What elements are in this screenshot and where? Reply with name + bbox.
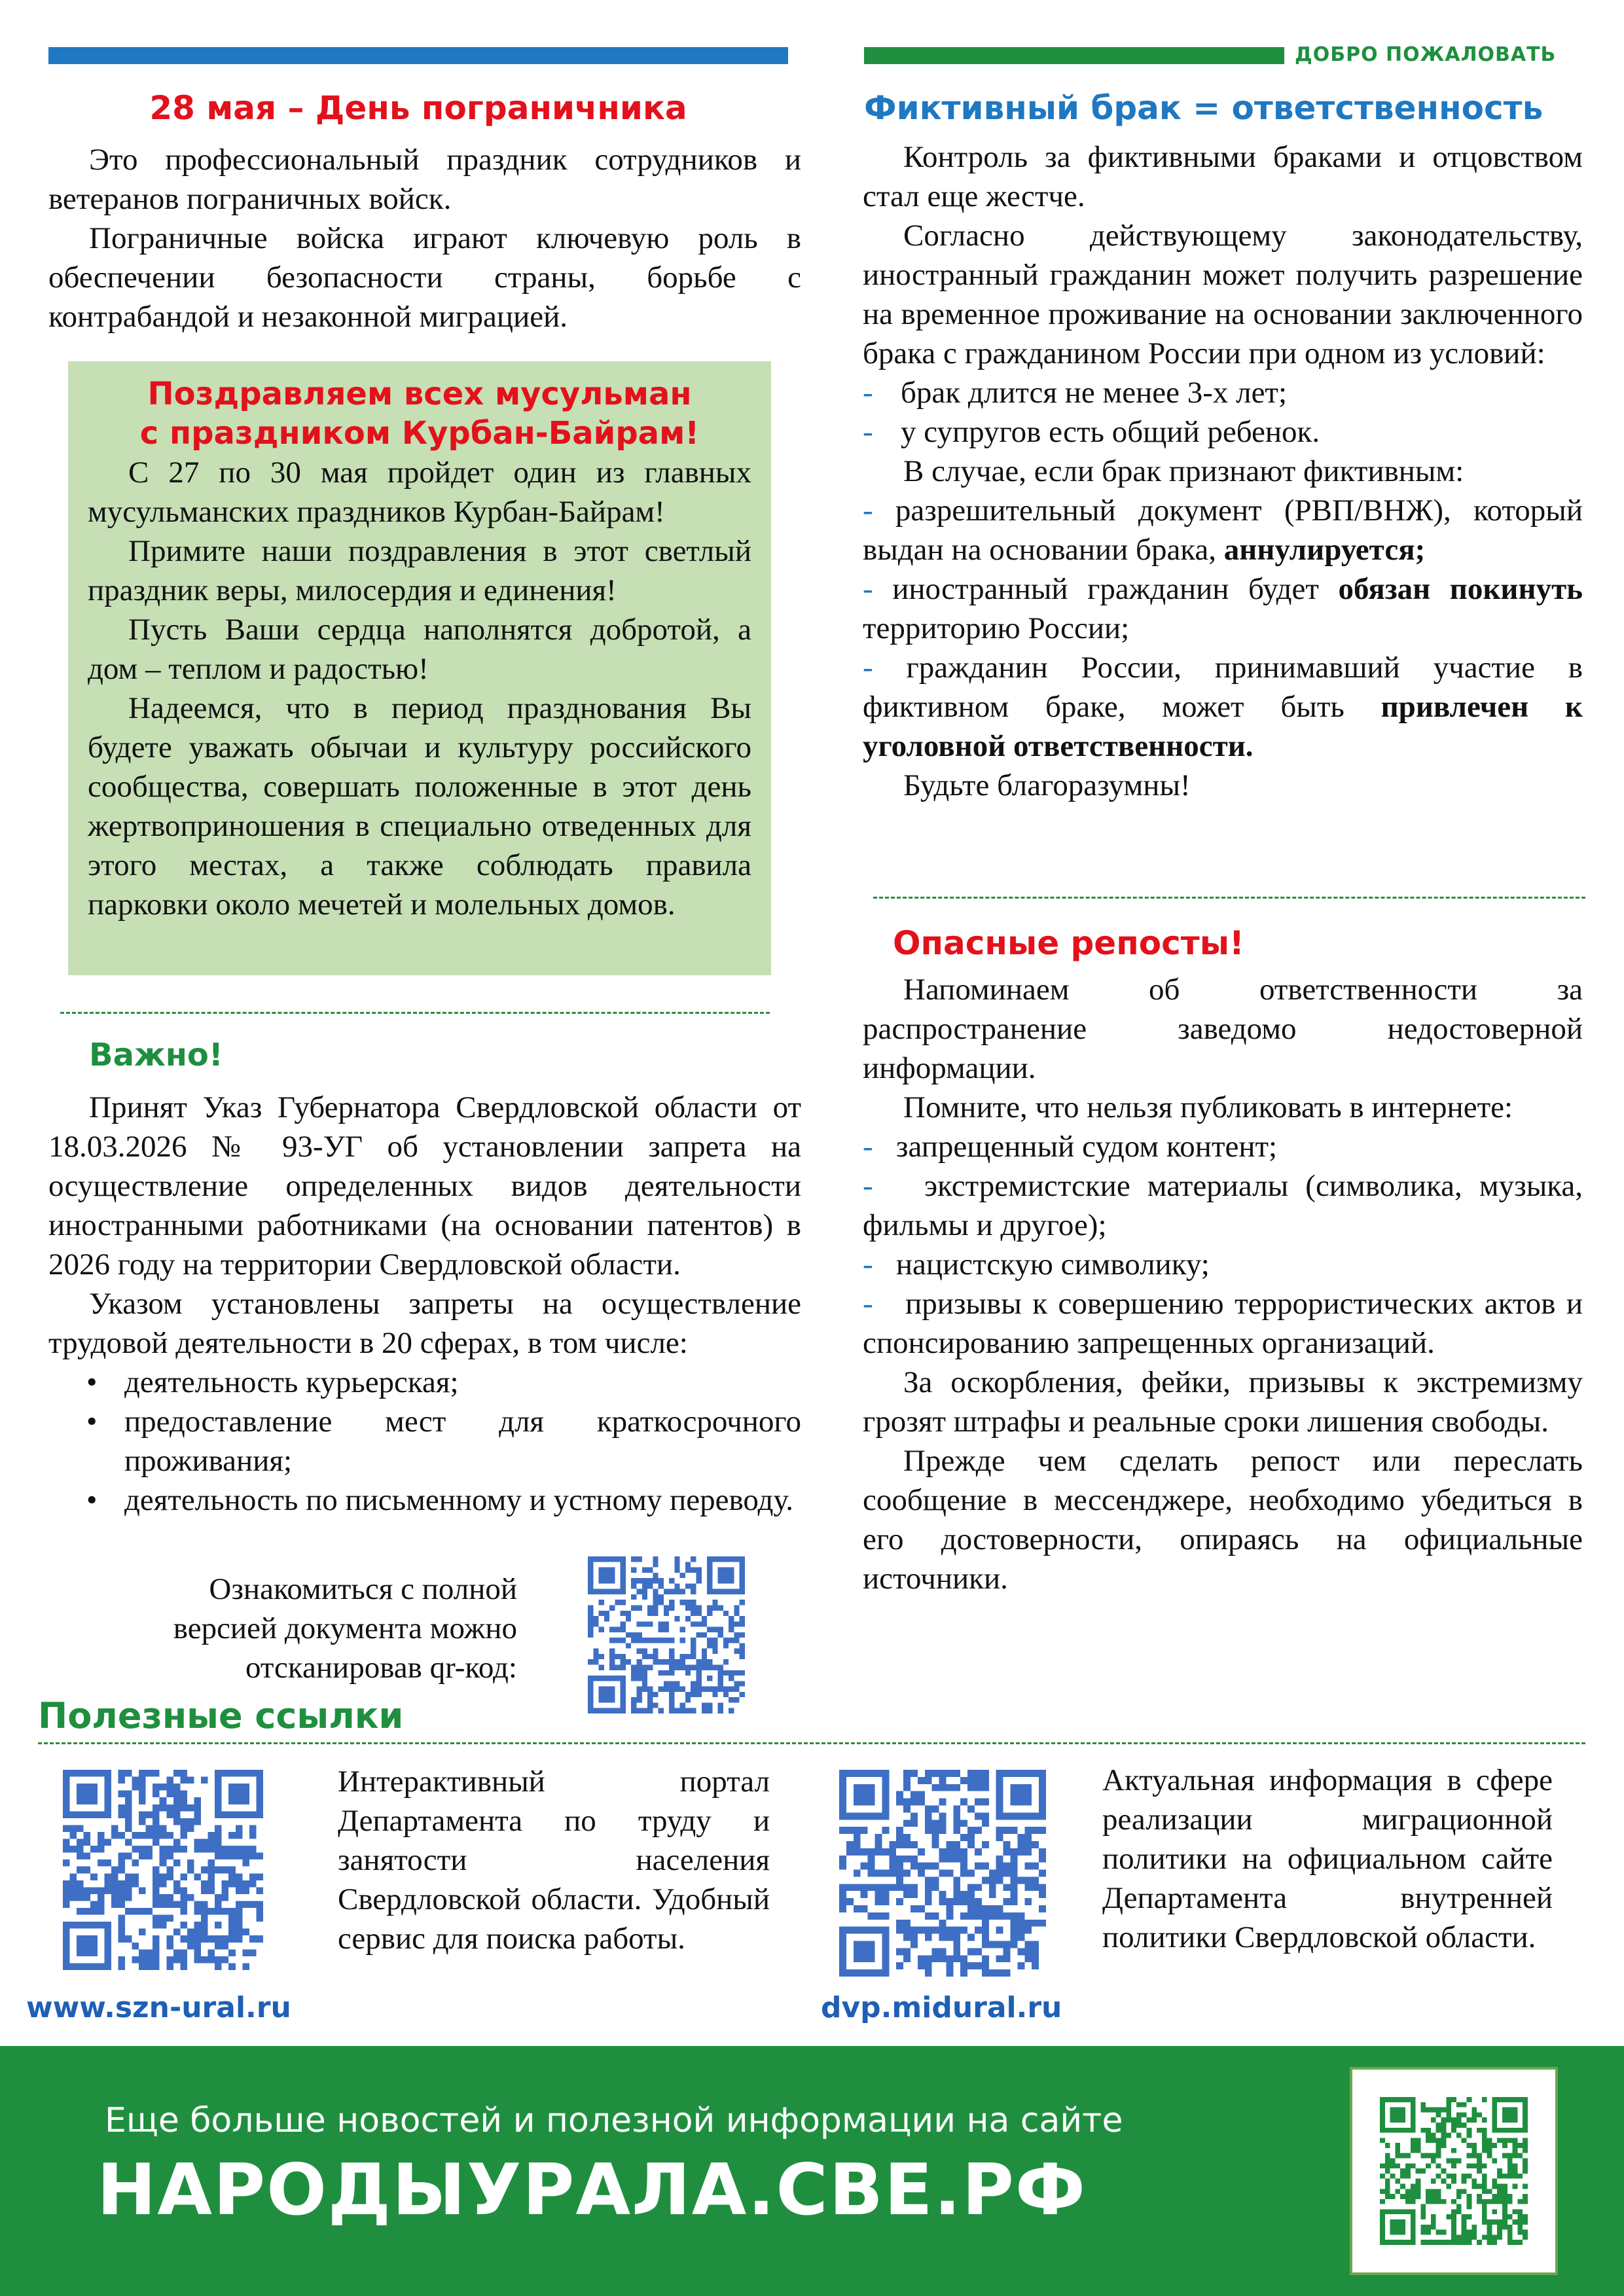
divider-left-1 <box>60 1012 770 1014</box>
fictive-p2: Согласно действующему законодательству, иностранный гражданин может получить разрешение на временное проживание на основании заключенного брака с гражданином России при одном из условий: <box>863 219 1583 370</box>
repost-item-2-text: экстремистские материалы (символика, музыка, фильмы и другое); <box>863 1169 1583 1242</box>
cond-item-2 <box>863 412 1583 452</box>
top-left-blue-bar <box>48 47 788 64</box>
bullet-item-1 <box>86 1363 801 1402</box>
repost-item-1-text: запрещенный судом контент; <box>895 1130 1278 1164</box>
reposts-p3: За оскорбления, фейки, призывы к экстремизму грозят штрафы и реальные сроки лишения свободы. <box>863 1365 1583 1439</box>
reposts-title: Опасные репосты! <box>893 924 1244 962</box>
border-guard-p1: Это профессиональный праздник сотрудников и ветеранов пограничных войск. <box>48 143 801 216</box>
bullet-text-2: предоставление мест для краткосрочного проживания; <box>124 1405 801 1478</box>
kurban-p2: Примите наши поздравления в этот светлый праздник веры, милосердия и единения! <box>88 534 751 607</box>
consequence-3-text: гражданин России, принимавший участие в фиктивном браке, может быть <box>863 651 1583 724</box>
dvp-url-link[interactable]: dvp.midural.ru <box>821 1991 1062 2024</box>
reposts-p2: Помните, что нельзя публиковать в интернете: <box>903 1090 1513 1124</box>
qr-caption-line1: Ознакомиться с полной <box>209 1572 517 1606</box>
fictive-title: Фиктивный брак = ответственность <box>864 89 1543 127</box>
repost-item-1 <box>863 1127 1583 1166</box>
kurban-title-2: с праздником Курбан-Байрам! <box>139 415 700 452</box>
consequence-2-tail: территорию России; <box>863 611 1130 645</box>
qr-code-decree[interactable] <box>588 1556 745 1713</box>
qr-code-dvp[interactable] <box>839 1770 1046 1977</box>
reposts-text <box>863 970 1583 1598</box>
footer-line1: Еще больше новостей и полезной информации на сайте <box>105 2101 1123 2140</box>
consequence-3-bold: привлечен к уголовной ответственности. <box>863 690 1583 763</box>
kurban-title-1: Поздравляем всех мусульман <box>147 376 692 412</box>
cond-text-1: брак длится не менее 3-х лет; <box>901 376 1288 410</box>
important-text <box>48 1088 801 1520</box>
repost-item-4 <box>863 1284 1583 1363</box>
bullet-text-1: деятельность курьерская; <box>124 1365 459 1399</box>
dash-marker: - <box>863 651 873 685</box>
cond-item-1 <box>863 373 1583 412</box>
cond-text-2: у супругов есть общий ребенок. <box>901 415 1320 449</box>
bullet-dot: • <box>86 1483 98 1517</box>
bullet-item-3 <box>86 1480 801 1520</box>
dash-marker: - <box>863 1247 873 1282</box>
szn-url-link[interactable]: www.szn-ural.ru <box>26 1991 291 2024</box>
bullet-dot: • <box>86 1365 98 1399</box>
repost-item-3-text: нацистскую символику; <box>895 1247 1210 1282</box>
dvp-description: Актуальная информация в сфере реализации миграционной политики на официальном сайте Департамента внутренней политики Свердловской области. <box>1102 1763 1553 1954</box>
reposts-p4: Прежде чем сделать репост или переслать сообщение в мессенджере, необходимо убедиться в его достоверности, опираясь на официальные источники. <box>863 1444 1583 1596</box>
dash-marker: - <box>863 415 873 449</box>
fictive-text <box>863 137 1583 805</box>
dash-marker: - <box>863 1169 873 1203</box>
consequence-3 <box>863 648 1583 766</box>
consequence-1-bold: аннулируется; <box>1223 533 1426 567</box>
repost-item-2 <box>863 1166 1583 1245</box>
consequence-1-text: разрешительный документ (РВП/ВНЖ), который выдан на основании брака, <box>863 493 1583 567</box>
divider-right-1 <box>873 897 1585 899</box>
bullet-dot: • <box>86 1405 98 1439</box>
footer-site[interactable]: НАРОДЫУРАЛА.СВЕ.РФ <box>97 2149 1087 2231</box>
bullet-text-3: деятельность по письменному и устному переводу. <box>124 1483 793 1517</box>
kurban-p1: С 27 по 30 мая пройдет один из главных мусульманских праздников Курбан-Байрам! <box>88 456 751 529</box>
consequence-2-bold: обязан покинуть <box>1338 572 1583 606</box>
repost-item-3 <box>863 1245 1583 1284</box>
fictive-p3: В случае, если брак признают фиктивным: <box>903 454 1464 488</box>
fictive-p4: Будьте благоразумны! <box>903 768 1191 802</box>
qr-caption-line2: версией документа можно <box>173 1611 517 1645</box>
welcome-label: ДОБРО ПОЖАЛОВАТЬ <box>1295 43 1557 66</box>
dash-marker: - <box>863 376 873 410</box>
border-guard-p2: Пограничные войска играют ключевую роль в обеспечении безопасности страны, борьбе с контрабандой и незаконной миграцией. <box>48 221 801 334</box>
dash-marker: - <box>863 572 873 606</box>
border-guard-text <box>48 140 801 336</box>
important-p2: Указом установлены запреты на осуществление трудовой деятельности в 20 сферах, в том числе: <box>48 1287 801 1360</box>
links-title: Полезные ссылки <box>38 1695 404 1736</box>
dash-marker: - <box>863 1287 873 1321</box>
consequence-2 <box>863 569 1583 648</box>
qr-code-szn[interactable] <box>63 1770 263 1970</box>
reposts-p1: Напоминаем об ответственности за распространение заведомо недостоверной информации. <box>863 973 1583 1085</box>
fictive-p1: Контроль за фиктивными браками и отцовством стал еще жестче. <box>863 140 1583 213</box>
qr-code-footer[interactable] <box>1380 2097 1528 2245</box>
kurban-p4: Надеемся, что в период празднования Вы будете уважать обычаи и культуру российского сообщества, совершать положенные в этот день жертвоприношения в специально отведенных для этого местах, а также соблюдать правила парковки около мечетей и молельных домов. <box>88 691 751 922</box>
kurban-p3: Пусть Ваши сердца наполнятся добротой, а дом – теплом и радостью! <box>88 613 751 686</box>
consequence-1 <box>863 491 1583 569</box>
dash-marker: - <box>863 493 873 528</box>
top-right-green-bar <box>864 47 1284 64</box>
repost-item-4-text: призывы к совершению террористических актов и спонсированию запрещенных организаций. <box>863 1287 1583 1360</box>
qr-caption <box>105 1570 517 1687</box>
kurban-text <box>88 453 751 924</box>
consequence-2-text: иностранный гражданин будет <box>892 572 1319 606</box>
important-p1: Принят Указ Губернатора Свердловской области от 18.03.2026 № 93-УГ об установлении запрета на осуществление определенных видов деятельности иностранными работниками (на основании патентов) в 2026 году на территории Свердловской области. <box>48 1090 801 1282</box>
divider-links <box>38 1742 1585 1744</box>
important-title: Важно! <box>89 1037 223 1073</box>
szn-description: Интерактивный портал Департамента по труду и занятости населения Свердловской области. Удобный сервис для поиска работы. <box>338 1765 770 1956</box>
border-guard-title: 28 мая – День пограничника <box>149 89 687 127</box>
bullet-item-2 <box>86 1402 801 1480</box>
qr-caption-line3: отсканировав qr-код: <box>245 1651 517 1685</box>
dash-marker: - <box>863 1130 873 1164</box>
